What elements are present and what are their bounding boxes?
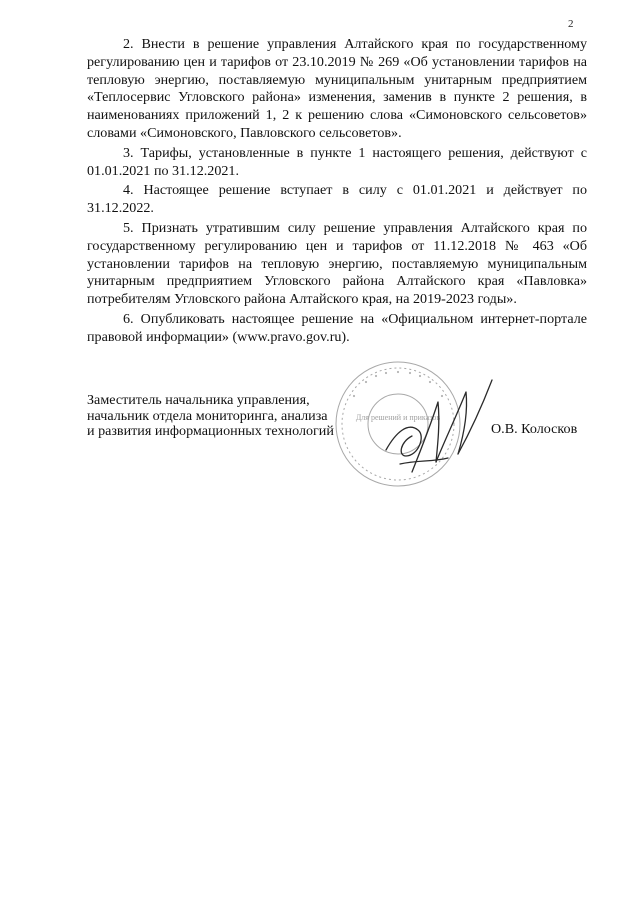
paragraph-2: 2. Внести в решение управления Алтайского края по государственному регулированию цен и тарифов от 23.10.2019 № 269 «Об установлении тарифов на тепловую энергию, поставляемую муниципальным унитарным предприятием «Теплосервис Угловского района» изменения, заменив в пункте 2 решения, в наименованиях приложений 1, 2 к решению слова «Симоновского сельсоветов» словами «Симоновского, Павловского сельсоветов». [87, 36, 587, 141]
paragraph-6: 6. Опубликовать настоящее решение на «Официальном интернет-портале правовой информации» (www.pravo.gov.ru). [87, 310, 587, 345]
paragraph-3: 3. Тарифы, установленные в пункте 1 настоящего решения, действуют с 01.01.2021 по 31.12.2021. [87, 144, 587, 179]
page-number: 2 [568, 18, 574, 30]
paragraph-5: 5. Признать утратившим силу решение управления Алтайского края по государственному регулированию цен и тарифов от 11.12.2018 № 463 «Об установлении тарифов на тепловую энергию, поставляемую муниципальным унитарным предприятием Угловского района Алтайского края «Павловка» потребителям Угловского района Алтайского края, на 2019-2023 годы». [87, 219, 587, 308]
signer-position-line: начальник отдела мониторинга, анализа [87, 407, 328, 424]
signer-position [87, 393, 417, 440]
paragraph-4: 4. Настоящее решение вступает в силу с 01.01.2021 и действует по 31.12.2022. [87, 182, 587, 217]
document-body [87, 36, 587, 349]
signer-position-line: Заместитель начальника управления, [87, 392, 310, 408]
stamp-text: Для решений и приказов [355, 413, 441, 422]
signer-position-line: и развития информационных технологий [87, 423, 334, 439]
signature-block [87, 393, 597, 473]
signer-name: О.В. Колосков [491, 421, 578, 437]
